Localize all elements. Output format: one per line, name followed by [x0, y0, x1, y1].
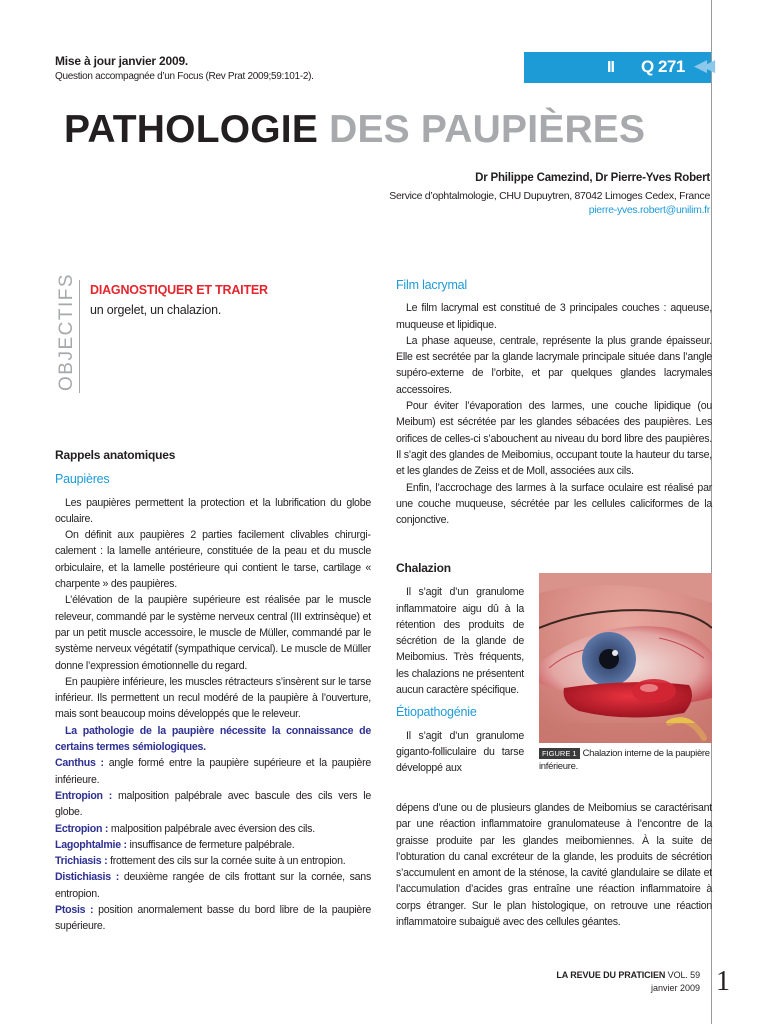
paragraph: Il s’agit d’un granulome inflammatoire aigu dû à la rétention des produits de sécrétion de la glande de Meibomius. Très fréquents, les chalazions ne présentent aucun caractère spécifique. [396, 586, 524, 697]
subheading-etiopathogenesis: Étiopathogénie [396, 705, 477, 720]
term-definition: frottement des cils sur la cornée suite à un entropion. [110, 855, 346, 868]
question-note: Question accompagnée d’un Focus (Rev Prat 2009;59:101-2). [55, 71, 314, 82]
term-definition: malposition palpébrale avec éversion des cils. [110, 822, 315, 835]
subheading-eyelids: Paupières [55, 472, 110, 487]
term-label: Canthus : [55, 757, 104, 770]
term-definition: position anormalement basse du bord libre de la paupière supérieure. [55, 904, 371, 933]
title-part-1: PATHOLOGIE [64, 108, 319, 151]
term-lagophtalmie [55, 837, 371, 853]
objectives-label: OBJECTIFS [56, 272, 77, 391]
authors: Dr Philippe Camezind, Dr Pierre-Yves Robert [475, 172, 710, 184]
arrow-left-icon: ◀◀ [694, 56, 711, 75]
page-title [64, 108, 645, 152]
term-label: Trichiasis : [55, 855, 108, 868]
objectives-title: DIAGNOSTIQUER ET TRAITER [90, 283, 268, 297]
paragraph: Enfin, l’accrochage des larmes à la surface oculaire est réalisé par une couche muqueuse, sécrétée par les cellules caliciformes de la conjonctive. [396, 481, 712, 527]
figure-tag: FIGURE 1 [539, 748, 580, 759]
eye-photo-illustration [539, 573, 712, 743]
term-label: Entropion : [55, 789, 112, 802]
term-distichiasis [55, 869, 371, 902]
left-column [55, 447, 371, 935]
footer-date: janvier 2009 [650, 983, 700, 993]
term-definition: insuffisance de fermeture palpébrale. [129, 838, 295, 851]
term-label: Lagophtalmie : [55, 838, 127, 851]
paragraph: Il s’agit d’un granulome giganto-folliculaire du tarse développé aux [396, 729, 524, 775]
figure-caption [539, 748, 712, 773]
title-part-2: DES PAUPIÈRES [329, 108, 646, 151]
question-number: Q 271 [641, 57, 685, 76]
paragraph: La phase aqueuse, centrale, représente la plus grande épaisseur. Elle est secrétée par la glande lacrymale principale située dans l’angle supéro-externe de l’orbite, et par quelques glandes lacrymales accessoires. [396, 334, 712, 396]
right-column-continuation [396, 800, 712, 930]
paragraph: On définit aux paupières 2 parties facilement clivables chirurgicalement : la lamelle antérieure, constituée de la peau et du muscle orbiculaire, et la lamelle postérieure qui contient le tarse, cartilage « charpente » des paupières. [55, 529, 371, 591]
term-entropion [55, 788, 371, 821]
paragraph: dépens d’une ou de plusieurs glandes de Meibomius se caractérisant par une réaction inflammatoire granulomateuse à l’encontre de la graisse produite par les glandes meibomiennes. À la suite de l’obturation du canal excréteur de la glande, les produits de sécrétion s’accumulent en amont de la sténose, la cavité glandulaire se dilate et l’accumulation d’acides gras entraîne une réaction inflammatoire à corps étranger. Sur le plan histologique, on retrouve une réaction inflammatoire subaiguë avec des cellules géantes. [396, 802, 712, 929]
right-column-chalazion [396, 560, 524, 777]
footer-journal [556, 970, 700, 980]
question-separator: II [607, 59, 614, 76]
paragraph: En paupière inférieure, les muscles rétracteurs s’insèrent sur le tarse inférieur. Ils permettent un recul modéré de la paupière à l’ouverture, mais sont beaucoup moins développés que le releveur. [55, 675, 371, 721]
term-definition: angle formé entre la paupière supérieure et la paupière inférieure. [55, 757, 371, 786]
objectives-text: un orgelet, un chalazion. [90, 303, 222, 317]
term-label: Ptosis : [55, 904, 94, 917]
update-note: Mise à jour janvier 2009. [55, 54, 189, 68]
objectives-rule [79, 280, 80, 393]
term-canthus [55, 755, 371, 788]
right-column-film [396, 277, 712, 528]
author-email[interactable]: pierre-yves.robert@unilim.fr [588, 204, 710, 216]
journal-name: LA REVUE DU PRATICIEN [556, 970, 666, 980]
term-definition: deuxième rangée de cils frottant sur la cornée, sans entropion. [55, 871, 372, 900]
figure-1-eye-photo [539, 573, 712, 743]
affiliation: Service d’ophtalmologie, CHU Dupuytren, 87042 Limoges Cedex, France [389, 190, 710, 202]
page-number: 1 [716, 966, 730, 997]
paragraph: Pour éviter l’évaporation des larmes, une couche lipidique (ou Meibum) est sécrétée par les glandes sébacées des paupières. Les orifices de celles-ci s’abouchent au niveau du bord libre des paupières. Il s’agit des glandes de Meibomius, occupant toute la hauteur du tarse, et les glandes de Zeiss et de Moll, associées aux cils. [396, 400, 712, 478]
paragraph: L’élévation de la paupière supérieure est réalisée par le muscle releveur, commandé par le système nerveux central (III extrinsèque) et par un petit muscle accessoire, le muscle de Müller, commandé par le système nerveux végétatif (sympathique cervical). Le muscle de Müller donne l’expression émotionnelle du regard. [55, 594, 371, 672]
question-banner [524, 52, 768, 83]
term-ptosis [55, 902, 371, 935]
term-label: Ectropion : [55, 822, 109, 835]
subheading-tear-film: Film lacrymal [396, 278, 468, 292]
journal-volume: VOL. 59 [667, 970, 700, 980]
section-heading-anatomy: Rappels anatomiques [55, 448, 176, 462]
term-label: Distichiasis : [55, 871, 119, 884]
figure-caption-text: Chalazion interne de la paupière inférieure. [539, 748, 710, 772]
section-heading-chalazion: Chalazion [396, 561, 451, 575]
term-ectropion [55, 821, 371, 837]
paragraph: Les paupières permettent la protection et la lubrification du globe oculaire. [55, 496, 371, 525]
paragraph: Le film lacrymal est constitué de 3 principales couches : aqueuse, muqueuse et lipidique. [396, 302, 712, 331]
term-trichiasis [55, 853, 371, 869]
highlight-paragraph: La pathologie de la paupière nécessite la connaissance de certains termes sémiologiques. [55, 724, 371, 754]
term-definition: malposition palpébrale avec bascule des cils vers le globe. [55, 789, 371, 819]
